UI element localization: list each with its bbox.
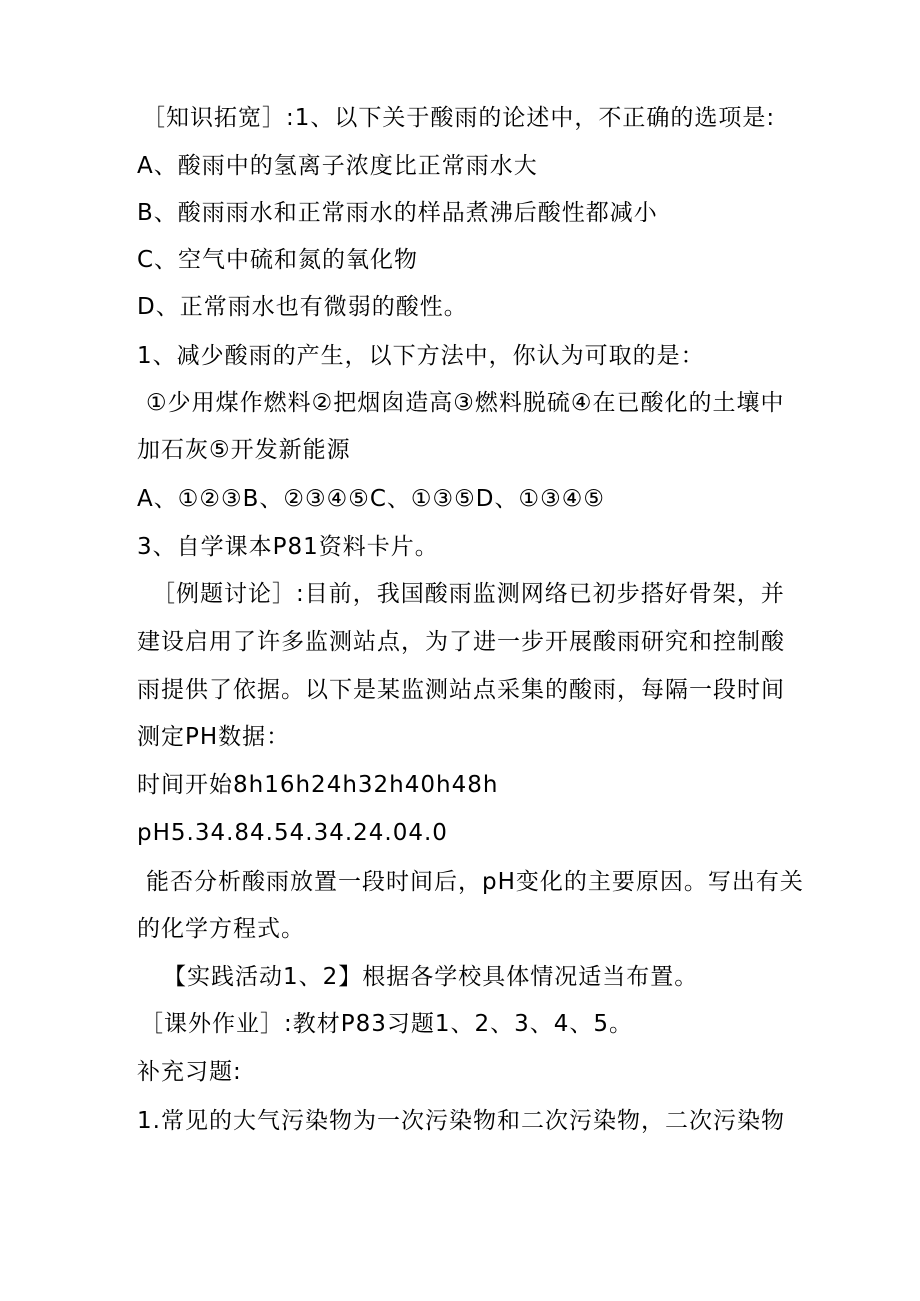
text-line: C、空气中硫和氮的氧化物 <box>137 247 419 273</box>
text-line: 1、减少酸雨的产生，以下方法中，你认为可取的是： <box>137 343 705 369</box>
text-line: ［知识拓宽］:1、以下关于酸雨的论述中，不正确的选项是: <box>142 105 776 131</box>
text-line: A、①②③B、②③④⑤C、①③⑤D、①③④⑤ <box>137 486 605 512</box>
text-line: ①少用煤作燃料②把烟囱造高③燃料脱硫④在已酸化的土壤中 <box>146 390 785 416</box>
text-line: 【实践活动1、2】根据各学校具体情况适当布置。 <box>163 964 699 990</box>
text-line: 的化学方程式。 <box>137 916 305 942</box>
text-line: pH5.34.84.54.34.24.04.0 <box>137 820 448 846</box>
text-line: 补充习题: <box>137 1059 242 1085</box>
text-line: 建设启用了许多监测站点，为了进一步开展酸雨研究和控制酸 <box>137 629 785 655</box>
text-line: A、酸雨中的氢离子浓度比正常雨水大 <box>137 153 538 179</box>
text-line: 时间开始8h16h24h32h40h48h <box>137 772 499 798</box>
text-line: 能否分析酸雨放置一段时间后，pH变化的主要原因。写出有关 <box>146 869 804 895</box>
text-line: 加石灰⑤开发新能源 <box>137 437 351 463</box>
text-line: 3、自学课本P81资料卡片。 <box>137 534 439 560</box>
text-line: ［例题讨论］:目前，我国酸雨监测网络已初步搭好骨架，并 <box>152 581 785 607</box>
text-line: 测定PH数据： <box>137 724 291 750</box>
text-line: B、酸雨雨水和正常雨水的样品煮沸后酸性都减小 <box>137 200 658 226</box>
text-line: 雨提供了依据。以下是某监测站点采集的酸雨，每隔一段时间 <box>137 677 785 703</box>
text-line: 1.常见的大气污染物为一次污染物和二次污染物，二次污染物 <box>137 1108 785 1134</box>
text-line: ［课外作业］:教材P83习题1、2、3、4、5。 <box>140 1011 634 1037</box>
text-line: D、正常雨水也有微弱的酸性。 <box>137 294 468 320</box>
